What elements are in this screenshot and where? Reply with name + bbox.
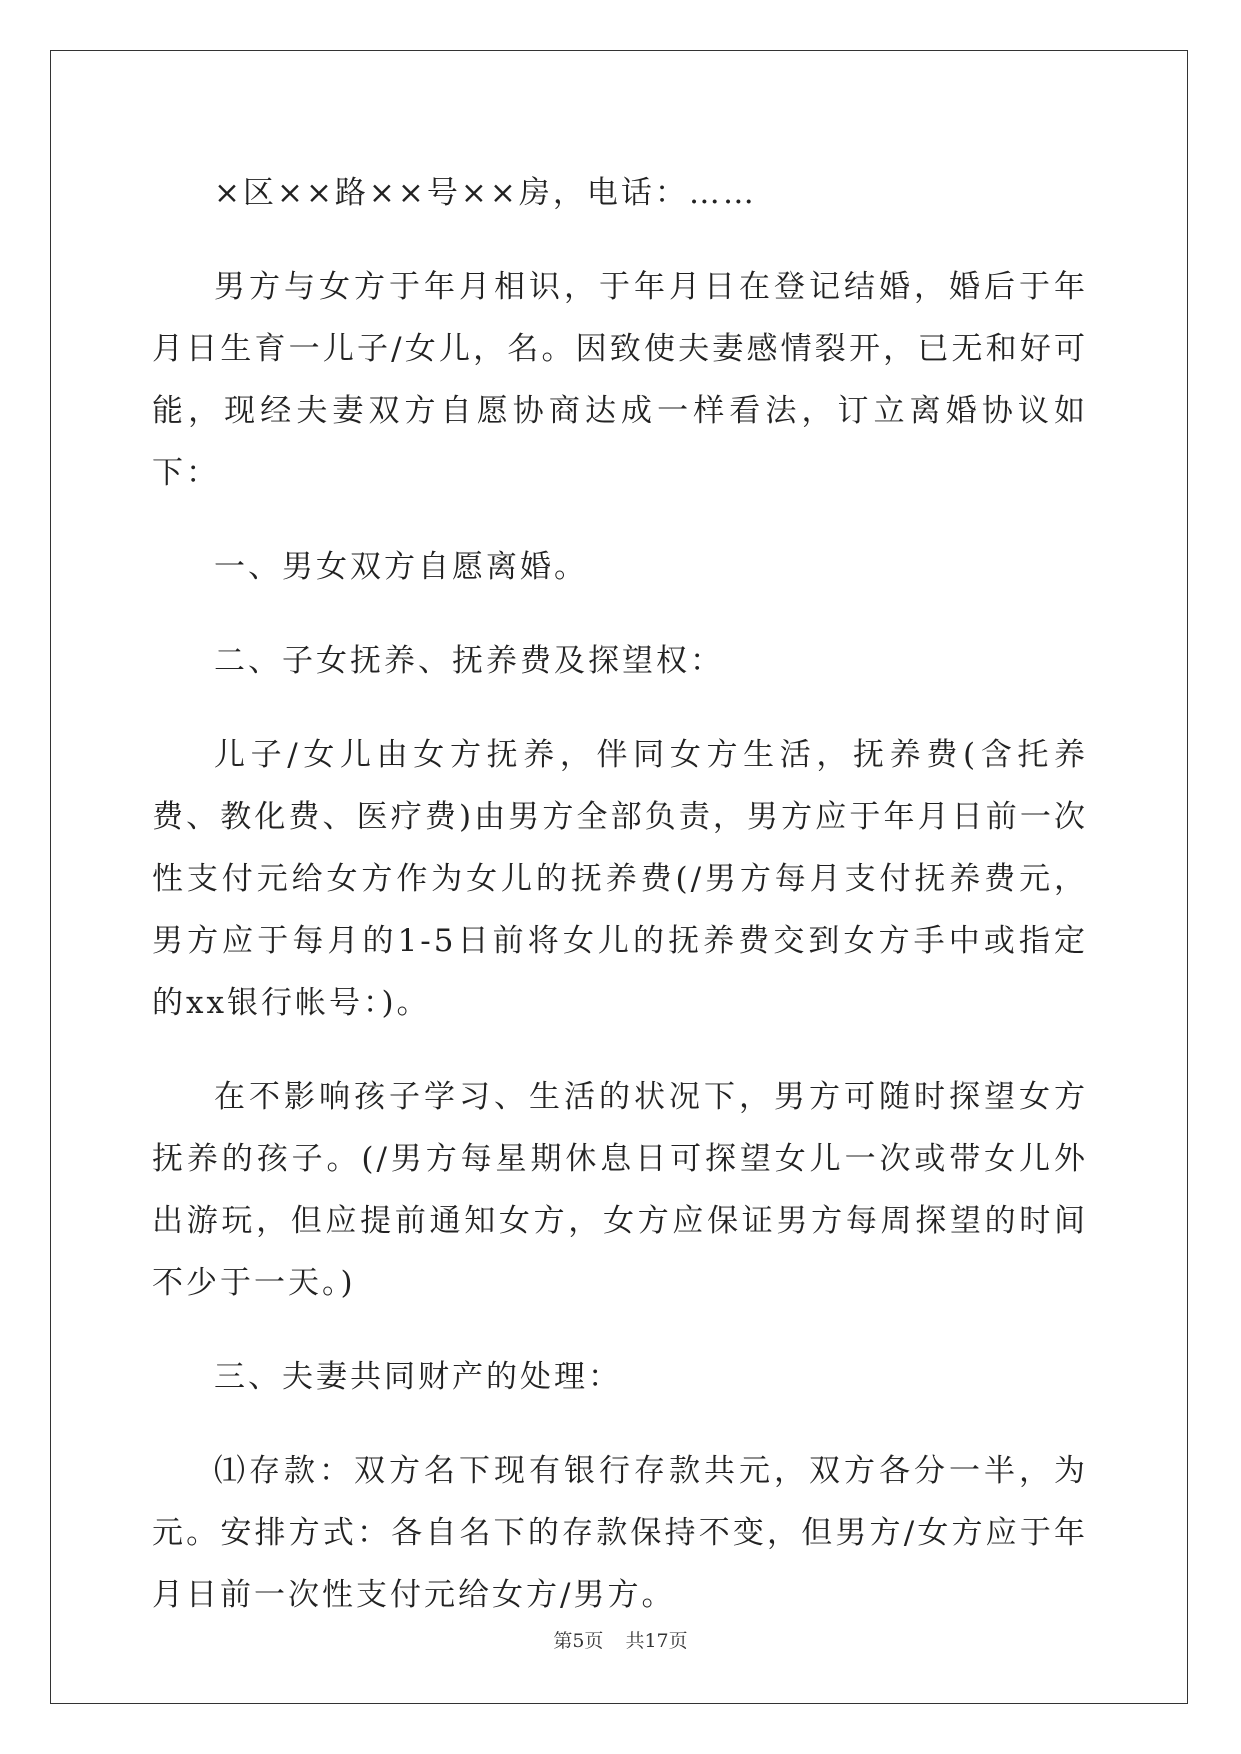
current-page-number: 第5页 [553,1630,604,1652]
paragraph-custody: 儿子/女儿由女方抚养，伴同女方生活，抚养费(含托养费、教化费、医疗费)由男方全部负责，男方应于年月日前一次性支付元给女方作为女儿的抚养费(/男方每月支付抚养费元，男方应于每月的1-5日前将女儿的抚养费交到女方手中或指定的xx银行帐号：)。 [152,737,1088,1021]
document-body [152,162,1088,1658]
paragraph-visitation: 在不影响孩子学习、生活的状况下，男方可随时探望女方抚养的孩子。(/男方每星期休息日可探望女儿一次或带女儿外出游玩，但应提前通知女方，女方应保证男方每周探望的时间不少于一天。) [152,1079,1088,1301]
total-page-count: 共17页 [625,1630,688,1652]
page-footer [0,1626,1241,1653]
paragraph-intro: 男方与女方于年月相识，于年月日在登记结婚，婚后于年月日生育一儿子/女儿，名。因致使夫妻感情裂开，已无和好可能，现经夫妻双方自愿协商达成一样看法，订立离婚协议如下： [152,269,1088,491]
paragraph-savings: ⑴存款：双方名下现有银行存款共元，双方各分一半，为元。安排方式：各自名下的存款保持不变，但男方/女方应于年月日前一次性支付元给女方/男方。 [152,1453,1088,1613]
paragraph-clause-2-heading: 二、子女抚养、抚养费及探望权： [214,643,724,679]
paragraph-clause-3-heading: 三、夫妻共同财产的处理： [214,1359,622,1395]
paragraph-address: ×区××路××号××房，电话：…… [214,175,757,211]
paragraph-clause-1: 一、男女双方自愿离婚。 [214,549,588,585]
